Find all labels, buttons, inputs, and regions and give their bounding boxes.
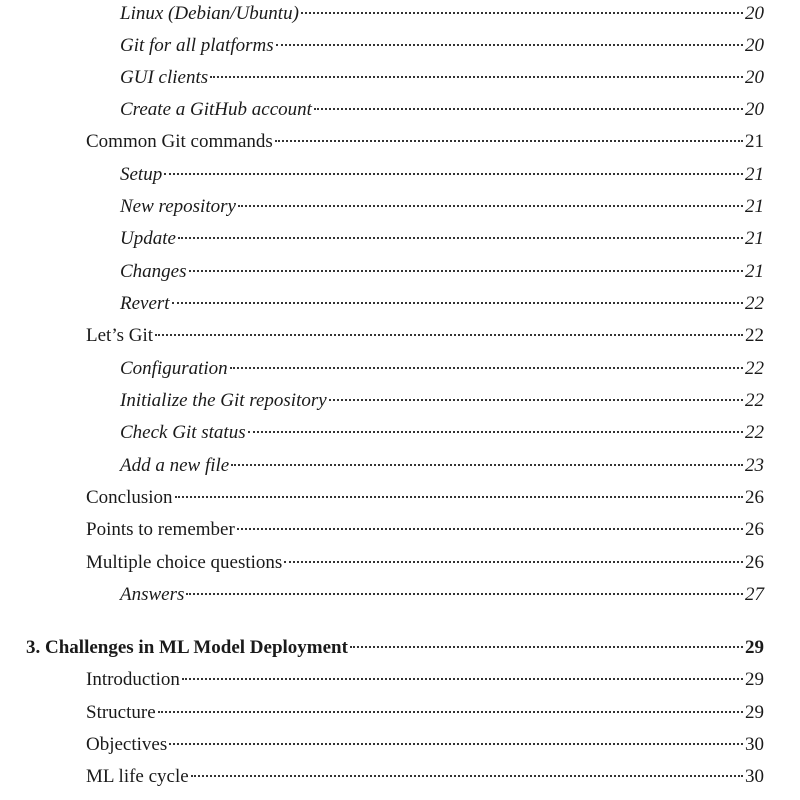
dot-leader [172,302,743,304]
toc-entry [120,98,764,122]
toc-entry [86,701,764,725]
toc-entry-page: 22 [745,358,764,379]
toc-entry-title: Changes [120,261,187,282]
toc-entry [86,130,764,154]
toc-entry-page: 22 [745,325,764,346]
toc-entry-title: Answers [120,584,185,605]
toc-entry-page: 20 [745,99,764,120]
dot-leader [164,173,743,175]
dot-leader [284,561,743,563]
toc-chapter-entry [26,636,764,660]
dot-leader [175,496,743,498]
toc-entry [120,421,764,445]
dot-leader [231,464,743,466]
toc-entry-title: Structure [86,702,156,723]
dot-leader [301,12,743,14]
toc-entry-title: Common Git commands [86,131,273,152]
toc-entry [86,765,764,789]
toc-chapter-title: 3. Challenges in ML Model Deployment [26,637,348,658]
toc-entry [86,668,764,692]
toc-entry-title: Multiple choice questions [86,552,283,573]
toc-entry [120,260,764,284]
toc-entry-page: 20 [745,3,764,24]
toc-entry [120,292,764,316]
toc-entry-title: Add a new file [120,455,230,476]
toc-entry-title: Introduction [86,669,180,690]
toc-entry-title: Check Git status [120,422,246,443]
toc-entry-title: Create a GitHub account [120,99,312,120]
toc-entry-page: 30 [745,766,764,787]
dot-leader [248,431,743,433]
toc-entry [120,357,764,381]
toc-entry-title: Update [120,228,176,249]
toc-entry-title: Initialize the Git repository [120,390,327,411]
toc-entry-title: Setup [120,164,163,185]
dot-leader [155,334,743,336]
toc-entry-title: New repository [120,196,236,217]
toc-entry [120,389,764,413]
dot-leader [210,76,743,78]
dot-leader [238,205,743,207]
toc-entry-page: 21 [745,228,764,249]
toc-entry-page: 27 [745,584,764,605]
toc-entry-title: Objectives [86,734,168,755]
toc-entry-page: 21 [745,261,764,282]
toc-entry-page: 29 [745,702,764,723]
dot-leader [191,775,743,777]
toc-entry [86,486,764,510]
toc-entry [120,195,764,219]
dot-leader [169,743,743,745]
toc-entry [86,733,764,757]
toc-entry [86,551,764,575]
toc-entry [120,454,764,478]
dot-leader [276,44,743,46]
dot-leader [314,108,743,110]
toc-entry [86,324,764,348]
toc-entry-title: Conclusion [86,487,173,508]
toc-entry-page: 29 [745,669,764,690]
toc-entry-page: 26 [745,487,764,508]
toc-entry [120,227,764,251]
toc-entry-title: Let’s Git [86,325,154,346]
toc-entry-title: Git for all platforms [120,35,274,56]
dot-leader [230,367,743,369]
toc-entry [120,163,764,187]
toc-entry-page: 21 [745,131,764,152]
toc-entry-page: 22 [745,390,764,411]
dot-leader [329,399,743,401]
toc-entry-page: 21 [745,196,764,217]
toc-entry-page: 23 [745,455,764,476]
toc-entry-title: Revert [120,293,170,314]
toc-entry [120,34,764,58]
dot-leader [178,237,743,239]
dot-leader [350,646,743,648]
toc-entry [120,66,764,90]
dot-leader [189,270,744,272]
dot-leader [275,140,743,142]
toc-entry-page: 30 [745,734,764,755]
toc-entry-page: 29 [745,637,764,658]
toc-entry-title: Configuration [120,358,228,379]
dot-leader [158,711,743,713]
toc-entry [86,518,764,542]
toc-entry [120,583,764,607]
toc-entry-title: GUI clients [120,67,209,88]
toc-entry-page: 22 [745,293,764,314]
toc-entry-page: 20 [745,67,764,88]
dot-leader [182,678,743,680]
toc-entry-title: Points to remember [86,519,235,540]
toc-entry-page: 26 [745,552,764,573]
dot-leader [237,528,743,530]
toc-entry-page: 26 [745,519,764,540]
toc-entry-page: 20 [745,35,764,56]
toc-entry-page: 22 [745,422,764,443]
toc-entry-title: ML life cycle [86,766,189,787]
toc-entry [120,2,764,26]
dot-leader [186,593,743,595]
toc-entry-page: 21 [745,164,764,185]
toc-entry-title: Linux (Debian/Ubuntu) [120,3,299,24]
